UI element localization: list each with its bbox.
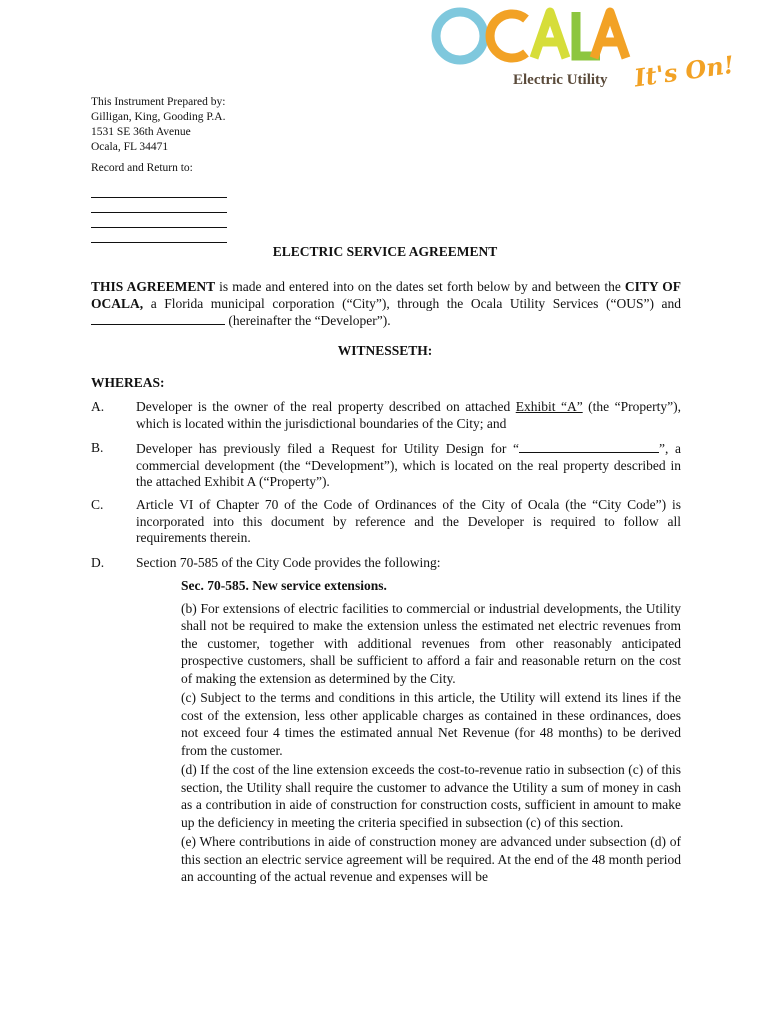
document-title: ELECTRIC SERVICE AGREEMENT bbox=[272, 244, 498, 259]
intro-city: CITY OF OCALA, bbox=[91, 279, 681, 311]
section-quote bbox=[181, 577, 681, 886]
logo-graphic bbox=[428, 4, 768, 94]
record-return-blanks bbox=[91, 183, 227, 243]
logo-letter-a2 bbox=[594, 12, 626, 58]
subsection-e: (e) Where contributions in aide of construction money are advanced under subsection (d) of this section an electric service agreement will be required. At the end of the 48 month period an accounting of the actual revenue and expenses will be bbox=[181, 834, 681, 884]
logo-letter-c bbox=[490, 14, 526, 58]
recital-a-text-2: (the “Property”), which is located within the jurisdictional boundaries of the City; and bbox=[136, 399, 681, 431]
recital-b-text-1: Developer has previously filed a Request for Utility Design for “ bbox=[136, 441, 519, 456]
recital-text: Section 70-585 of the City Code provides the following: bbox=[136, 555, 441, 570]
logo-tagline: It's On! bbox=[632, 49, 736, 93]
intro-text-1: is made and entered into on the dates set forth below by and between the bbox=[215, 279, 625, 294]
preparer-city: Ocala, FL 34471 bbox=[91, 141, 169, 153]
recital-text: Article VI of Chapter 70 of the Code of Ordinances of the City of Ocala (the “City Code”) is incorporated into this document by reference and the Developer is required to follow all requirements therein. bbox=[136, 497, 681, 545]
recital-a bbox=[91, 399, 681, 432]
development-name-blank bbox=[519, 440, 659, 453]
recital-d bbox=[91, 555, 681, 572]
blank-line bbox=[91, 183, 227, 198]
prepared-by-block bbox=[91, 95, 226, 155]
preparer-street: 1531 SE 36th Avenue bbox=[91, 126, 191, 138]
intro-lead: THIS AGREEMENT bbox=[91, 279, 216, 294]
witnesseth-heading: WITNESSETH: bbox=[337, 343, 433, 358]
logo-letter-a1 bbox=[534, 12, 566, 58]
subsection-c: (c) Subject to the terms and conditions in this article, the Utility will extend its lines if the cost of the extension, less other applicable charges as contained in these ordinances, does not exceed four 4 times the estimated annual Net Revenue (for 48 months) to be derived from the customer. bbox=[181, 690, 681, 758]
ocala-electric-utility-logo bbox=[428, 4, 768, 94]
subsection-d: (d) If the cost of the line extension exceeds the cost-to-revenue ratio in subsection (c) of this section, the Utility shall require the customer to advance the Utility a sum of money in cash as a contribution in aide of construction for construction costs, sufficient in amount to make up the deficiency in meeting the criteria specified in subsection (c) of this section. bbox=[181, 762, 681, 830]
prepared-by-label: This Instrument Prepared by: bbox=[91, 96, 226, 108]
blank-line bbox=[91, 213, 227, 228]
intro-paragraph bbox=[91, 278, 681, 329]
record-return-label: Record and Return to: bbox=[91, 162, 193, 174]
preparer-name: Gilligan, King, Gooding P.A. bbox=[91, 111, 226, 123]
recital-text bbox=[136, 399, 681, 432]
recital-letter: D. bbox=[91, 555, 105, 570]
section-heading: Sec. 70-585. New service extensions. bbox=[181, 578, 387, 593]
recital-letter: C. bbox=[91, 497, 104, 512]
recital-letter: B. bbox=[91, 440, 104, 455]
developer-name-blank bbox=[91, 312, 225, 325]
logo-subtitle: Electric Utility bbox=[513, 72, 608, 88]
recital-b-text-2: ”, a commercial development (the “Development”), which is located on the real property described in the attached Exhibit A (“Property”). bbox=[136, 441, 682, 489]
recital-a-text-1: Developer is the owner of the real property described on attached bbox=[136, 399, 516, 414]
recital-c bbox=[91, 497, 681, 547]
logo-letter-o bbox=[436, 12, 484, 60]
subsection-b: (b) For extensions of electric facilities to commercial or industrial developments, the Utility shall not be required to make the extension unless the estimated net electric revenues from the customer, together with additional revenues from other reasonably anticipated prospective customers, shall be sufficient to afford a fair and reasonable return on the cost of making the extension as determined by the City. bbox=[181, 600, 681, 686]
blank-line bbox=[91, 228, 227, 243]
recital-b bbox=[91, 440, 681, 491]
recital-letter: A. bbox=[91, 399, 105, 414]
exhibit-a-reference: Exhibit “A” bbox=[515, 399, 583, 414]
recital-text bbox=[136, 440, 681, 491]
intro-text-2: a Florida municipal corporation (“City”), through the Ocala Utility Services (“OUS”) and bbox=[143, 296, 681, 311]
intro-text-3: (hereinafter the “Developer”). bbox=[225, 313, 391, 328]
blank-line bbox=[91, 198, 227, 213]
whereas-heading: WHEREAS: bbox=[91, 375, 165, 390]
